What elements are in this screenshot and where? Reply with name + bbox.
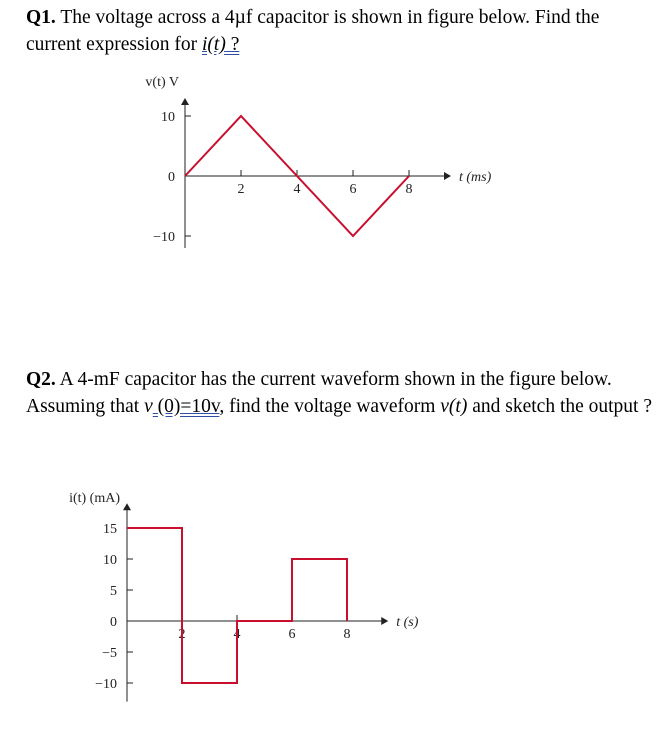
current-x-tick-label: 2 [178,627,186,642]
voltage-y-tick-label: −10 [153,230,175,245]
voltage-x-axis-label: t (ms) [459,170,492,185]
q2-text-b: , find the voltage waveform [219,396,441,417]
voltage-y-tick-label: 10 [161,110,175,125]
q2-text-c: and sketch the output ? [467,396,653,417]
voltage-x-tick-label: 6 [349,182,357,197]
current-x-tick-label: 8 [343,627,351,642]
q1-question-mark: ? [225,34,240,55]
q2-number: Q2. [26,369,56,390]
q1-text: The voltage across a 4µf capacitor is shown in figure below. Find the current expression for [26,7,600,55]
current-x-tick-label: 6 [288,627,296,642]
q1-number: Q1. [26,7,56,28]
current-x-tick-label: 4 [233,627,241,642]
q2-v0-var: v [144,396,153,417]
voltage-y-tick-label: 0 [168,170,175,185]
current-y-tick-label: 0 [110,615,117,630]
voltage-x-tick-label: 8 [405,182,413,197]
voltage-x-tick-label: 4 [293,182,301,197]
voltage-x-tick-label: 2 [237,182,245,197]
current-series-line [127,528,347,683]
current-y-tick-label: 10 [103,553,117,568]
current-y-tick-label: −5 [102,646,117,661]
q2-text-a: A 4-mF capacitor has the current waveform shown in the figure below. Assuming that [26,369,612,417]
current-y-tick-label: 15 [103,522,117,537]
current-y-axis-label: i(t) (mA) [69,491,120,506]
current-x-arrow [381,617,388,625]
current-x-axis-label: t (s) [396,615,419,630]
q2-v0-condition: (0)=10v [152,396,220,417]
voltage-y-axis-label: v(t) V [145,75,179,90]
current-y-arrow [123,503,131,510]
current-y-tick-label: 5 [110,584,117,599]
current-y-tick-label: −10 [95,677,117,692]
q1-variable: i(t) [201,34,226,55]
q2-vt: v(t) [440,396,468,417]
